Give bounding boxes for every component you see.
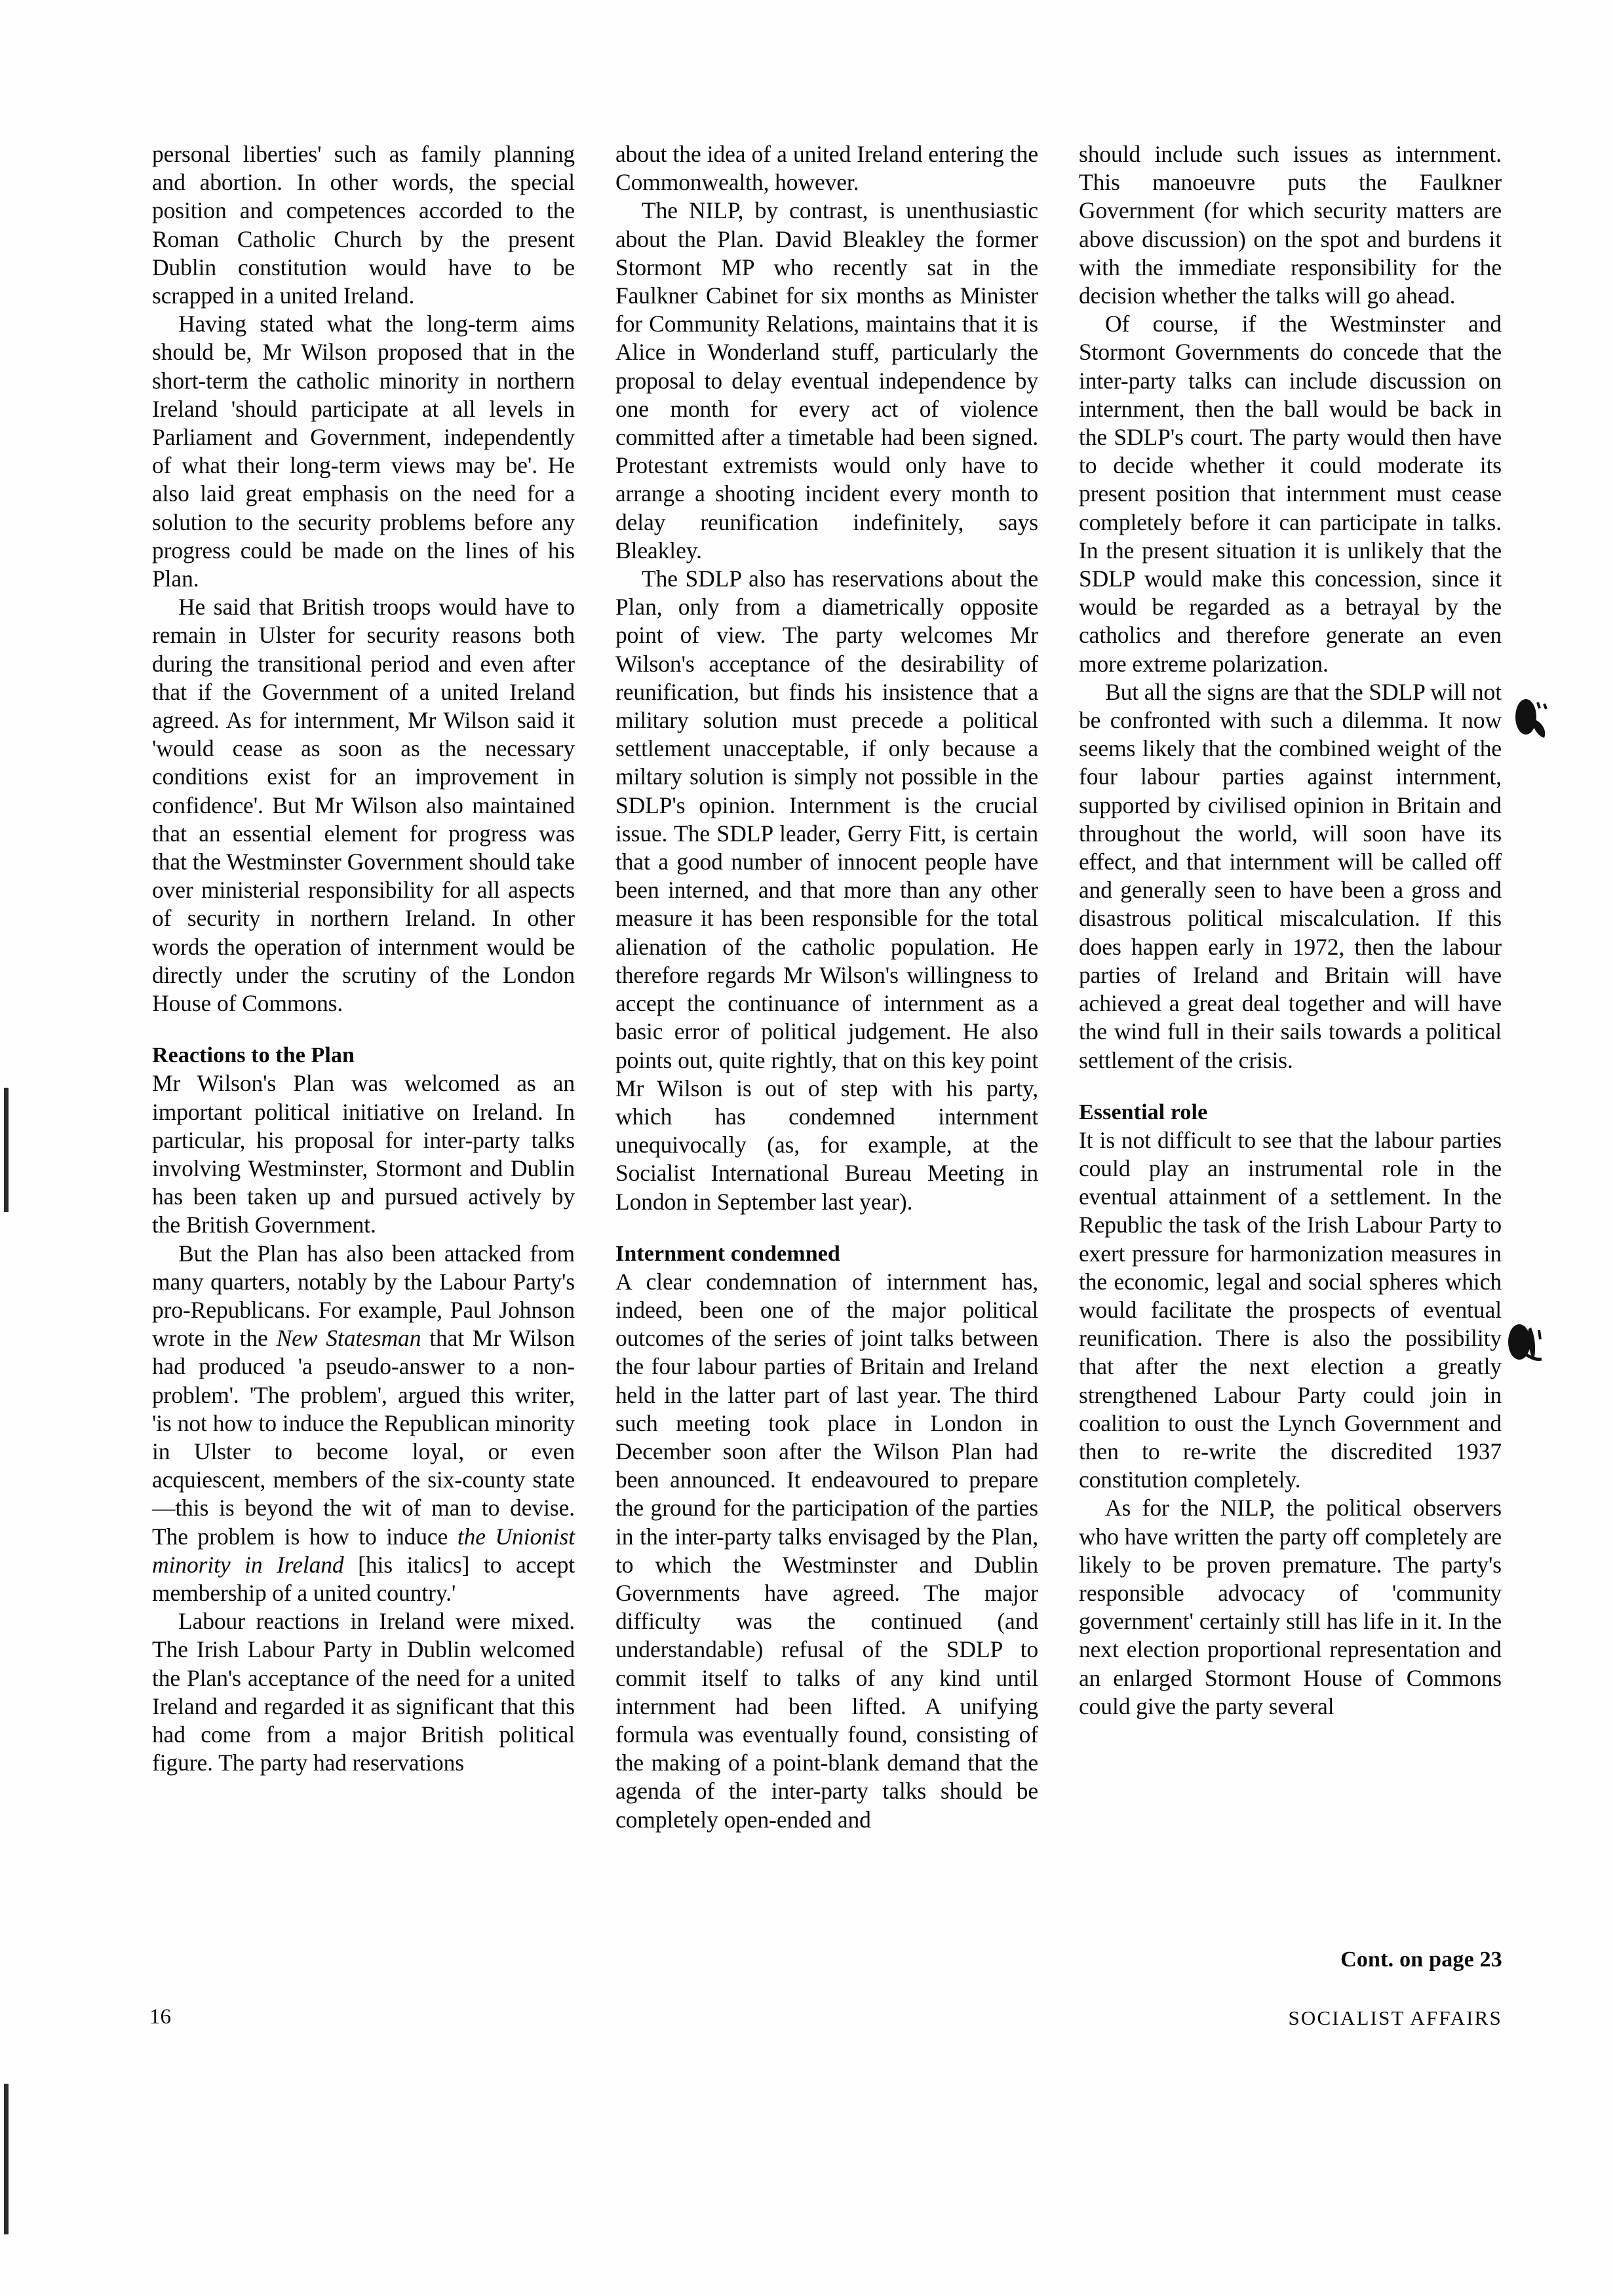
body-paragraph: Of course, if the Westminster and Stormont Governments do concede that the inter-party talks can include discussion on internment, then the ball would be back in the SDLP's court. The party would then have to decide whether it could moderate its present position that internment must cease completely before it can participate in talks. In the present situation it is unlikely that the SDLP would make this concession, since it would be regarded as a betrayal by the catholics and therefore generate an even more extreme polarization.: [1079, 311, 1502, 677]
text-run: that Mr Wilson had produced 'a pseudo-answer to a non-problem'. 'The problem', argued this writer, 'is not how to induce the Republican minority in Ulster to become loyal, or even acquiescent, members of the six-county state—this is beyond the wit of man to devise. The problem is how to induce: [152, 1325, 575, 1550]
body-paragraph: It is not difficult to see that the labour parties could play an instrumental role in the eventual attainment of a settlement. In the Republic the task of the Irish Labour Party to exert pressure for harmonization measures in the economic, legal and social spheres which would facilitate the prospects of eventual reunification. There is also the possibility that after the next election a greatly strengthened Labour Party could join in coalition to oust the Lynch Government and then to re-write the discredited 1937 constitution completely.: [1079, 1126, 1502, 1493]
body-paragraph: The NILP, by contrast, is unenthusiastic about the Plan. David Bleakley the former Stormont MP who recently sat in the Faulkner Cabinet for six months as Minister for Community Relations, maintains that it is Alice in Wonderland stuff, particularly the proposal to delay eventual independence by one month for every act of violence committed after a timetable had been signed. Protestant extremists would only have to arrange a shooting incident every month to delay reunification indefinitely, says Bleakley.: [615, 197, 1038, 564]
article-columns: [152, 140, 1502, 1896]
column-3: [1079, 140, 1502, 1896]
body-paragraph: As for the NILP, the political observers who have written the party off completely are likely to be proven premature. The party's responsible advocacy of 'community government' certainly still has life in it. In the next election proportional representation and an enlarged Stormont House of Commons could give the party several: [1079, 1495, 1502, 1719]
italic-run: the Unionist minority in Ireland: [152, 1523, 575, 1578]
italic-run: New Statesman: [276, 1325, 421, 1352]
body-paragraph: But all the signs are that the SDLP will not be confronted with such a dilemma. It now seems likely that the combined weight of the four labour parties against internment, supported by civilised opinion in Britain and throughout the world, will soon have its effect, and that internment will be called off and generally seen to have been a gross and disastrous political miscalculation. If this does happen early in 1972, then the labour parties of Ireland and Britain will have achieved a great deal together and will have the wind full in their sails towards a political settlement of the crisis.: [1079, 678, 1502, 1073]
text-run: But the Plan has also been attacked from many quarters, notably by the Labour Party's pro-Republicans. For example, Paul Johnson wrote in the: [152, 1240, 575, 1352]
ink-blot-artifact-upper: [1497, 683, 1570, 756]
body-paragraph: Having stated what the long-term aims should be, Mr Wilson proposed that in the short-term the catholic minority in northern Ireland 'should participate at all levels in Parliament and Government, independently of what their long-term views may be'. He also laid great emphasis on the need for a solution to the security problems before any progress could be made on the lines of his Plan.: [152, 311, 575, 592]
body-paragraph: should include such issues as internment. This manoeuvre puts the Faulkner Government (for which security matters are above discussion) on the spot and burdens it with the immediate responsibility for the decision whether the talks will go ahead.: [1079, 141, 1502, 309]
running-foot: SOCIALIST AFFAIRS: [1288, 2006, 1502, 2029]
section-subhead: Reactions to the Plan: [152, 1043, 355, 1068]
body-paragraph: [152, 1240, 575, 1608]
column-1: [152, 140, 575, 1896]
column-2: [615, 140, 1038, 1896]
text-run: [his italics] to accept membership of a united country.': [152, 1551, 575, 1606]
body-paragraph: A clear condemnation of internment has, indeed, been one of the major political outcomes of the series of joint talks between the four labour parties of Britain and Ireland held in the latter part of last year. The third such meeting took place in London in December soon after the Wilson Plan had been announced. It endeavoured to prepare the ground for the participation of the parties in the inter-party talks envisaged by the Plan, to which the Westminster and Dublin Governments have agreed. The major difficulty was the continued (and understandable) refusal of the SDLP to commit itself to talks of any kind until internment had been lifted. A unifying formula was eventually found, consisting of the making of a point-blank demand that the agenda of the inter-party talks should be completely open-ended and: [615, 1268, 1038, 1833]
section-subhead: Internment condemned: [615, 1241, 840, 1266]
body-paragraph: personal liberties' such as family planning and abortion. In other words, the special position and competences accorded to the Roman Catholic Church by the present Dublin constitution would have to be scrapped in a united Ireland.: [152, 141, 575, 309]
scan-edge-mark: [4, 2084, 9, 2234]
body-paragraph: The SDLP also has reservations about the Plan, only from a diametrically opposite point of view. The party welcomes Mr Wilson's acceptance of the desirability of reunification, but finds his insistence that a military solution must precede a political settlement unacceptable, if only because a miltary solution is simply not possible in the SDLP's opinion. Internment is the crucial issue. The SDLP leader, Gerry Fitt, is certain that a good number of innocent people have been interned, and that more than any other measure it has been responsible for the total alienation of the catholic population. He therefore regards Mr Wilson's willingness to accept the continuance of internment as a basic error of political judgement. He also points out, quite rightly, that on this key point Mr Wilson is out of step with his party, which has condemned internment unequivocally (as, for example, at the Socialist International Bureau Meeting in London in September last year).: [615, 565, 1038, 1215]
section-subhead: Essential role: [1079, 1100, 1208, 1124]
body-paragraph: He said that British troops would have to remain in Ulster for security reasons both during the transitional period and even after that if the Government of a united Ireland agreed. As for internment, Mr Wilson said it 'would cease as soon as the necessary conditions exist for an improvement in confidence'. But Mr Wilson also maintained that an essential element for progress was that the Westminster Government should take over ministerial responsibility for all aspects of security in northern Ireland. In other words the operation of internment would be directly under the scrutiny of the London House of Commons.: [152, 594, 575, 1017]
continuation-note: Cont. on page 23: [1340, 1947, 1502, 1972]
ink-blot-artifact-lower: [1497, 1313, 1570, 1387]
body-paragraph: about the idea of a united Ireland entering the Commonwealth, however.: [615, 141, 1038, 196]
body-paragraph: Mr Wilson's Plan was welcomed as an important political initiative on Ireland. In particular, his proposal for inter-party talks involving Westminster, Stormont and Dublin has been taken up and pursued actively by the British Government.: [152, 1070, 575, 1238]
page-number: 16: [149, 2005, 171, 2029]
body-paragraph: Labour reactions in Ireland were mixed. The Irish Labour Party in Dublin welcomed the Plan's acceptance of the need for a united Ireland and regarded it as significant that this had come from a major British political figure. The party had reservations: [152, 1608, 575, 1776]
scan-edge-mark: [4, 1088, 9, 1212]
